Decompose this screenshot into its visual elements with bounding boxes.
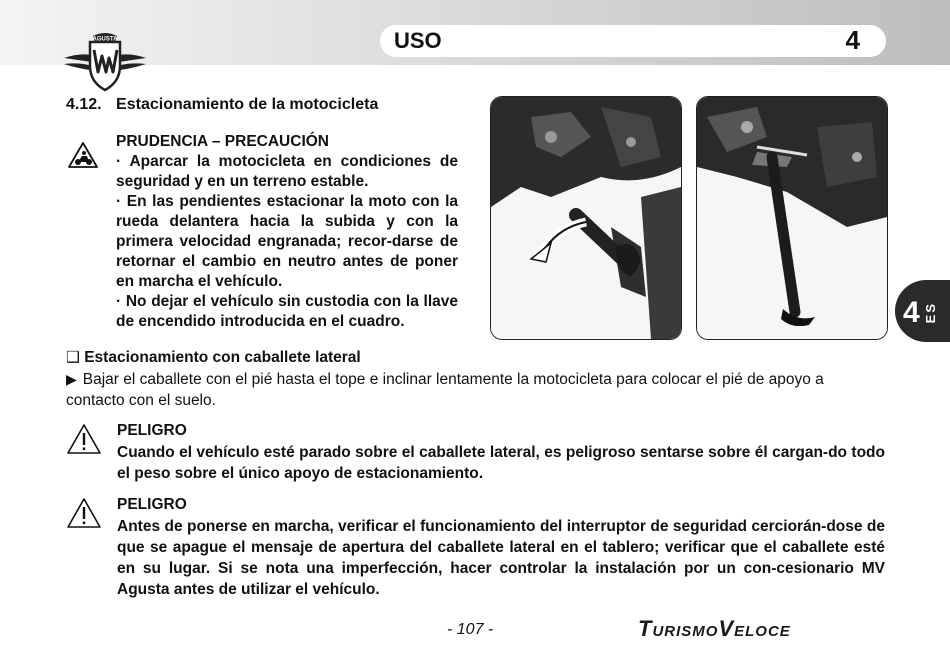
section-heading — [66, 96, 378, 114]
instruction-text: Bajar el caballete con el pié hasta el tope e inclinar lentamente la motocicleta para colocar el pié de apoyo a contacto con el suelo. — [66, 371, 824, 409]
caution-motorcycle-icon — [68, 142, 98, 168]
mv-agusta-logo — [62, 28, 148, 94]
chapter-title: USO — [394, 28, 442, 53]
chapter-number: 4 — [845, 25, 860, 55]
side-tab-number: 4 — [903, 296, 920, 329]
caution-block — [116, 132, 458, 332]
section-number: 4.12. — [66, 96, 102, 113]
warning-icon — [66, 497, 102, 529]
subsection-heading — [66, 348, 361, 367]
chapter-side-tab — [895, 280, 950, 342]
section-title: Estacionamiento de la motocicleta — [116, 96, 379, 113]
side-tab-language: ES — [923, 302, 938, 324]
warning-icon — [66, 423, 102, 455]
checkbox-icon: ❑ — [66, 349, 80, 366]
brand-logo-text: TurismoVeloce — [638, 616, 791, 641]
play-bullet-icon: ▶ — [66, 371, 77, 387]
warning-text: Cuando el vehículo esté parado sobre el caballete lateral, es peligroso sentarse sobre él cargan-do todo el peso sobre el único apoyo de estacionamiento. — [117, 444, 885, 482]
kickstand-photo-lowering — [490, 96, 682, 340]
warning-title: PELIGRO — [117, 496, 187, 513]
caution-item: · Aparcar la motocicleta en condiciones de seguridad y en un terreno estable. — [116, 153, 458, 190]
caution-title: PRUDENCIA – PRECAUCIÓN — [116, 133, 330, 150]
instruction-paragraph — [66, 369, 886, 411]
warning-text: Antes de ponerse en marcha, verificar el funcionamiento del interruptor de seguridad cerciorán-dose de que se apague el mensaje de apertura del caballete lateral en el tablero; verificar que el caballete esté en su lugar. Si se nota una imperfección, hacer controlar la instalación por un con-cesionario MV Agusta antes de utilizar el vehículo. — [117, 518, 885, 598]
logo-text: AGUSTA — [92, 36, 118, 43]
page-number: - 107 - — [447, 621, 494, 638]
subsection-title: Estacionamiento con caballete lateral — [84, 349, 361, 366]
caution-item: · En las pendientes estacionar la moto con la rueda delantera hacia la subida y con la primera velocidad engranada; recor-darse de retornar el cambio en neutro antes de poner en marcha el vehículo. — [116, 193, 458, 290]
chapter-bar — [380, 25, 886, 57]
warning-title: PELIGRO — [117, 422, 187, 439]
kickstand-photo-extended — [696, 96, 888, 340]
caution-item: · No dejar el vehículo sin custodia con la llave de encendido introducida en el cuadro. — [116, 293, 458, 330]
